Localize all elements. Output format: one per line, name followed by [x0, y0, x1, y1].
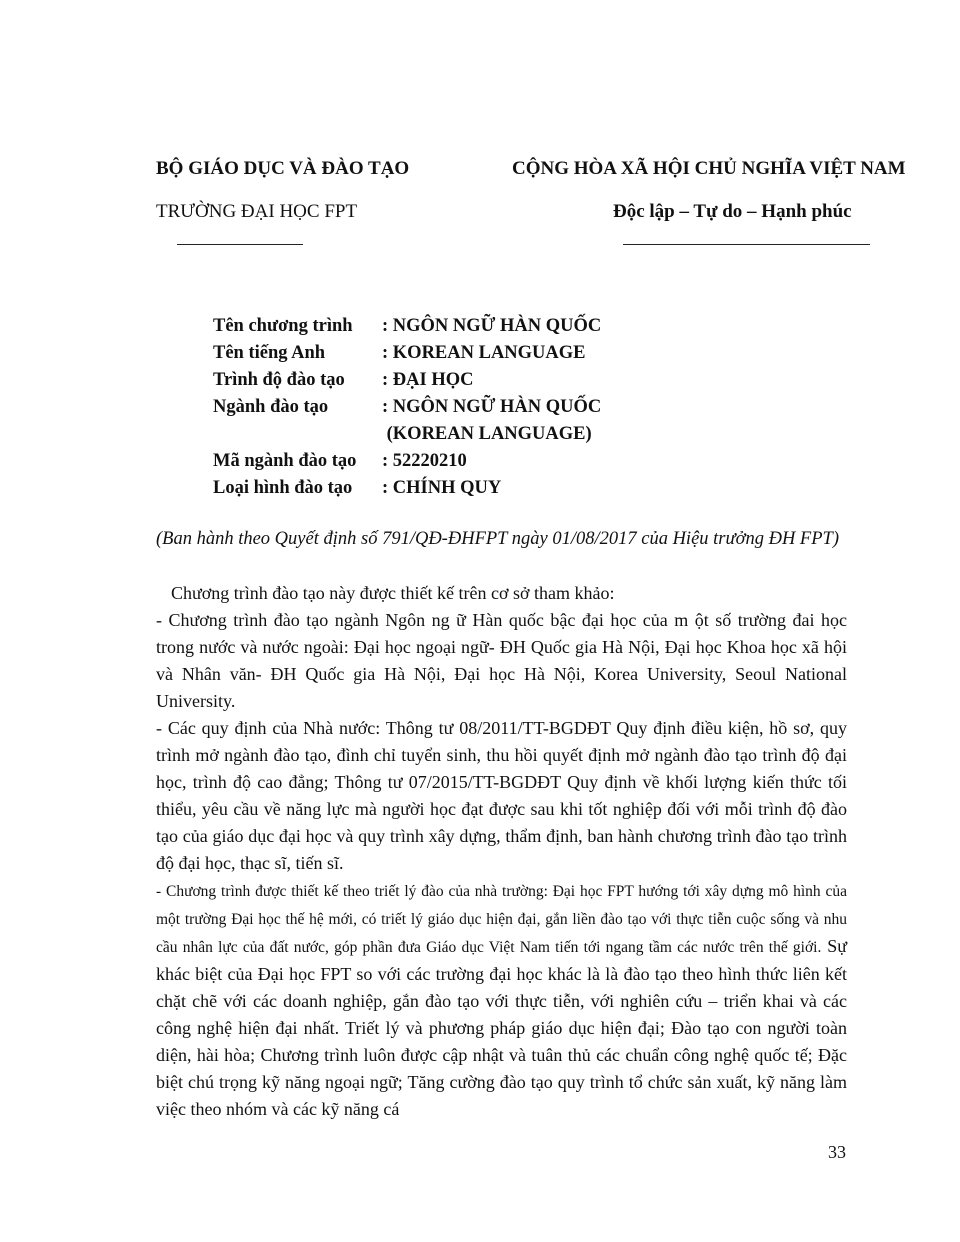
philosophy-text-a: - Chương trình được thiết kế theo triết lý đào của nhà trường: Đại học FPT hướng tới xây dựng mô hình của một trường Đại học thế hệ mới, có triết lý giáo dục hiện đại, gắn liền đào tạo với thực tiễn cuộc sống và nhu cầu nhân lực của đất nước, góp phần đưa Giáo dục Việt Nam tiến tới ngang tầm các nước trên thế giới. [156, 883, 847, 956]
reference-item-regulations: - Các quy định của Nhà nước: Thông tư 08/2011/TT-BGDĐT Quy định điều kiện, hồ sơ, quy trình mở ngành đào tạo, đình chỉ tuyển sinh, thu hồi quyết định mở ngành đào tạo trình độ đại học, trình độ cao đẳng; Thông tư 07/2015/TT-BGDĐT Quy định về khối lượng kiến thức tối thiểu, yêu cầu về năng lực mà người học đạt được sau khi tốt nghiệp đối với mỗi trình độ đào tạo của giáo dục đại học và quy trình xây dựng, thẩm định, ban hành chương trình đào tạo trình độ đại học, thạc sĩ, tiến sĩ. [156, 718, 847, 873]
program-info-value: : ĐẠI HỌC [382, 370, 474, 390]
body-text [156, 580, 847, 1123]
ministry-name: BỘ GIÁO DỤC VÀ ĐÀO TẠO [156, 158, 410, 179]
left-underline [177, 244, 303, 245]
program-info-value: (KOREAN LANGUAGE) [382, 424, 592, 444]
reference-item-philosophy [156, 877, 847, 1123]
program-info-value: : KOREAN LANGUAGE [382, 343, 586, 363]
reference-item-universities: - Chương trình đào tạo ngành Ngôn ng ữ Hàn quốc bậc đại học của m ột số trường đai học trong nước và nước ngoài: Đại học ngoại ngữ- ĐH Quốc gia Hà Nội, Đại học Khoa học xã hội và Nhân văn- ĐH Quốc gia Hà Nội, Đại học Hà Nội, Korea University, Seoul National University. [156, 610, 847, 711]
philosophy-text-b: Sự khác biệt của Đại học FPT so với các trường đại học khác là là đào tạo theo hình thức liên kết chặt chẽ với các doanh nghiệp, gắn đào tạo với thực tiễn, với nghiên cứu – triển khai và các công nghệ hiện đại nhất. Triết lý và phương pháp giáo dục hiện đại; Đào tạo con người toàn diện, hài hòa; Chương trình luôn được cập nhật và tuân thủ các chuẩn công nghệ quốc tế; Đặc biệt chú trọng kỹ năng ngoại ngữ; Tăng cường đào tạo quy trình tổ chức sản xuất, kỹ năng làm việc theo nhóm và các kỹ năng cá [156, 936, 847, 1119]
program-info-value: : 52220210 [382, 451, 467, 471]
program-info-value: : CHÍNH QUY [382, 478, 502, 498]
program-info-label: Ngành đào tạo [213, 397, 329, 417]
republic-name: CỘNG HÒA XÃ HỘI CHỦ NGHĨA VIỆT NAM [512, 158, 906, 179]
program-info-label: Tên tiếng Anh [213, 343, 326, 363]
program-info-value: : NGÔN NGỮ HÀN QUỐC [382, 397, 602, 417]
intro-paragraph: Chương trình đào tạo này được thiết kế trên cơ sở tham khảo: [171, 583, 615, 603]
program-info-label: Loại hình đào tạo [213, 478, 353, 498]
program-info-value: : NGÔN NGỮ HÀN QUỐC [382, 316, 602, 336]
decree-note: (Ban hành theo Quyết định số 791/QĐ-ĐHFPT ngày 01/08/2017 của Hiệu trưởng ĐH FPT) [156, 529, 839, 549]
program-info-label: Tên chương trình [213, 316, 353, 336]
right-underline [623, 244, 870, 245]
program-info-label: Trình độ đào tạo [213, 370, 345, 390]
university-name: TRƯỜNG ĐẠI HỌC FPT [156, 201, 358, 222]
program-info-label: Mã ngành đào tạo [213, 451, 357, 471]
national-motto: Độc lập – Tự do – Hạnh phúc [613, 201, 852, 222]
page-number: 33 [828, 1142, 846, 1162]
